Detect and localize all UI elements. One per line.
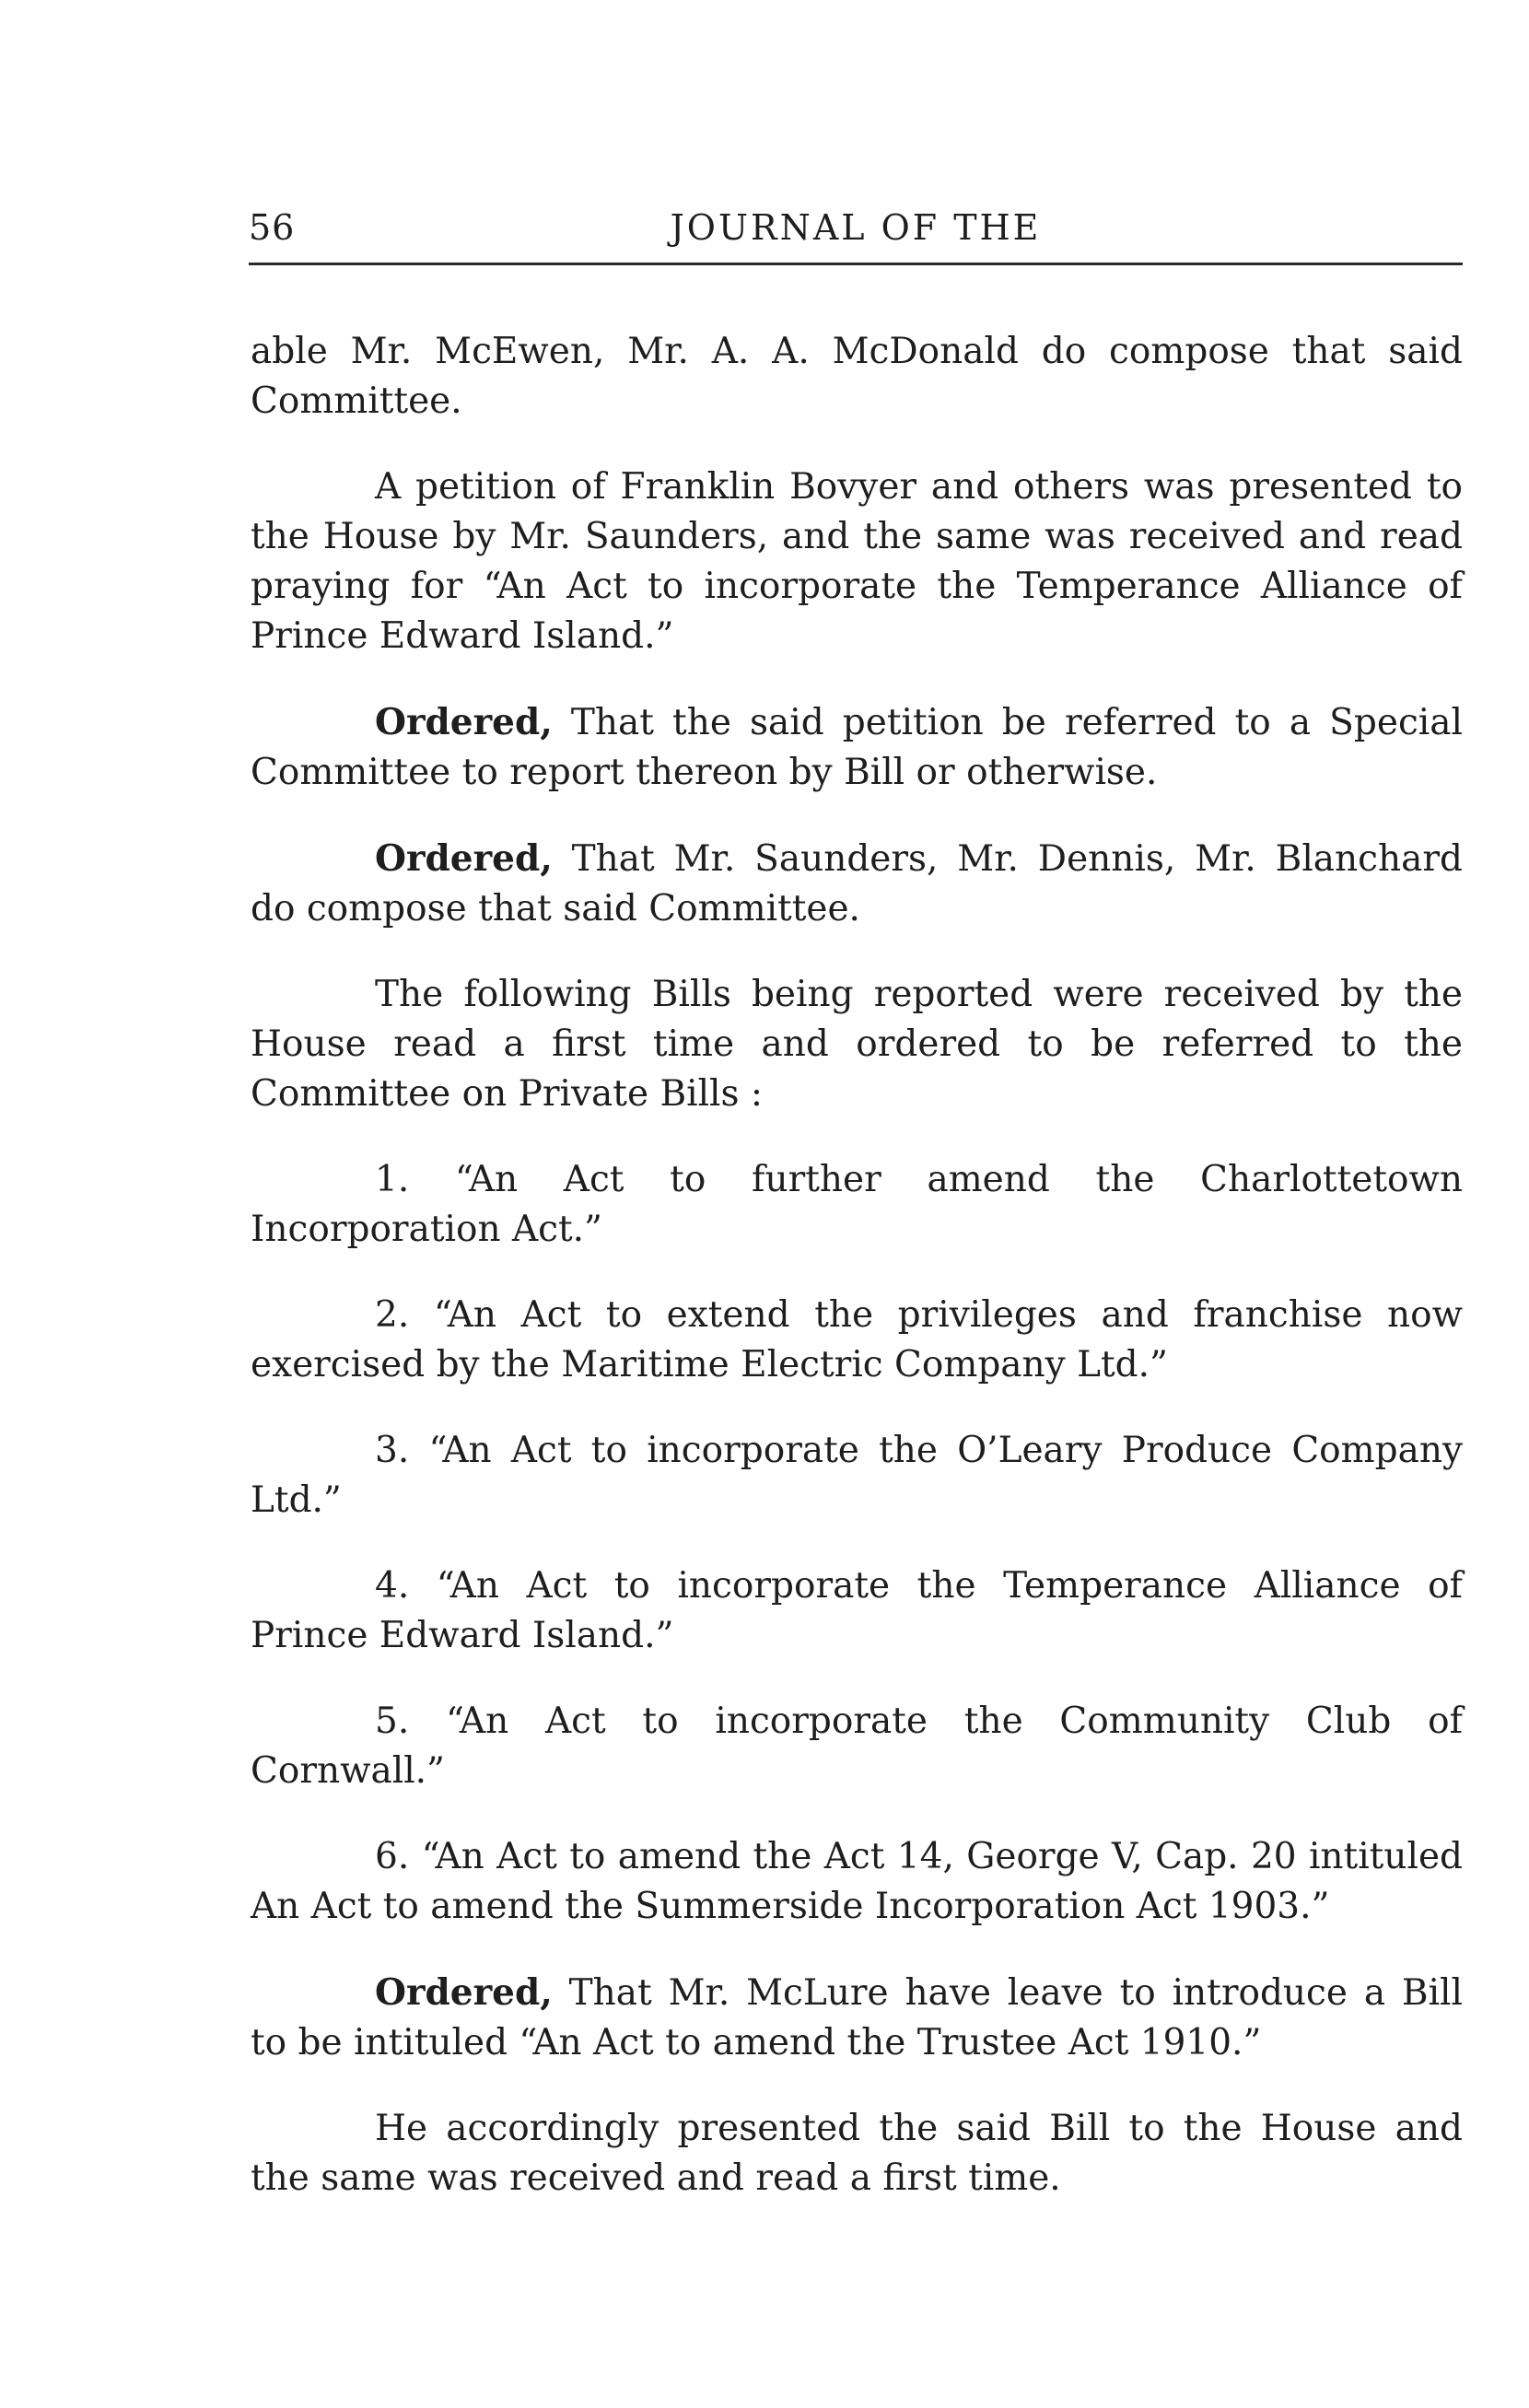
journal-body [251,327,1463,2239]
paragraph-text: 1. “An Act to further amend the Charlottetown Incorporation Act.” [251,1159,1463,1250]
paragraph-text: 3. “An Act to incorporate the O’Leary Produce Company Ltd.” [251,1430,1463,1521]
paragraph-text: 4. “An Act to incorporate the Temperance Alliance of Prince Edward Island.” [251,1565,1463,1656]
order-paragraph [251,1968,1463,2068]
paragraph-text: The following Bills being reported were received by the House read a first time and ordered to be referred to the Committee on Private Bills : [251,974,1463,1115]
bills-intro-paragraph [251,970,1463,1119]
paragraph-text: That Mr. Saunders, Mr. Dennis, Mr. Blanchard do compose that said Committee. [251,838,1463,929]
bill-list-item [251,1155,1463,1255]
order-paragraph [251,697,1463,798]
bill-list-item [251,1291,1463,1390]
paragraph-text: A petition of Franklin Bovyer and others was presented to the House by Mr. Saunders, and the same was received and read praying for “An Act to incorporate the Temperance Alliance of Prince Edward Island.” [251,466,1463,657]
continuation-paragraph [251,327,1463,427]
order-paragraph [251,834,1463,934]
paragraph-text: He accordingly presented the said Bill to the House and the same was received and read a first time. [251,2108,1463,2199]
paragraph-text: 6. “An Act to amend the Act 14, George V, Cap. 20 intituled An Act to amend the Summerside Incorporation Act 1903.” [251,1836,1463,1927]
bill-list-item [251,1697,1463,1796]
closing-paragraph [251,2104,1463,2203]
bill-list-item [251,1561,1463,1661]
page-number: 56 [249,207,296,248]
petition-paragraph [251,462,1463,661]
bill-list-item [251,1426,1463,1525]
paragraph-text: That the said petition be referred to a Special Committee to report thereon by Bill or otherwise. [251,702,1463,793]
ordered-lead: Ordered, [375,701,553,743]
header-rule [249,263,1463,265]
ordered-lead: Ordered, [375,1971,553,2014]
running-head: JOURNAL OF THE [670,207,1042,248]
ordered-lead: Ordered, [375,837,553,880]
paragraph-text: That Mr. McLure have leave to introduce a Bill to be intituled “An Act to amend the Trustee Act 1910.” [251,1972,1463,2063]
paragraph-text: 5. “An Act to incorporate the Community Club of Cornwall.” [251,1701,1463,1792]
paragraph-text: able Mr. McEwen, Mr. A. A. McDonald do compose that said Committee. [251,331,1463,422]
paragraph-text: 2. “An Act to extend the privileges and franchise now exercised by the Maritime Electric Company Ltd.” [251,1294,1463,1385]
bill-list-item [251,1832,1463,1932]
page-header [249,198,1463,263]
